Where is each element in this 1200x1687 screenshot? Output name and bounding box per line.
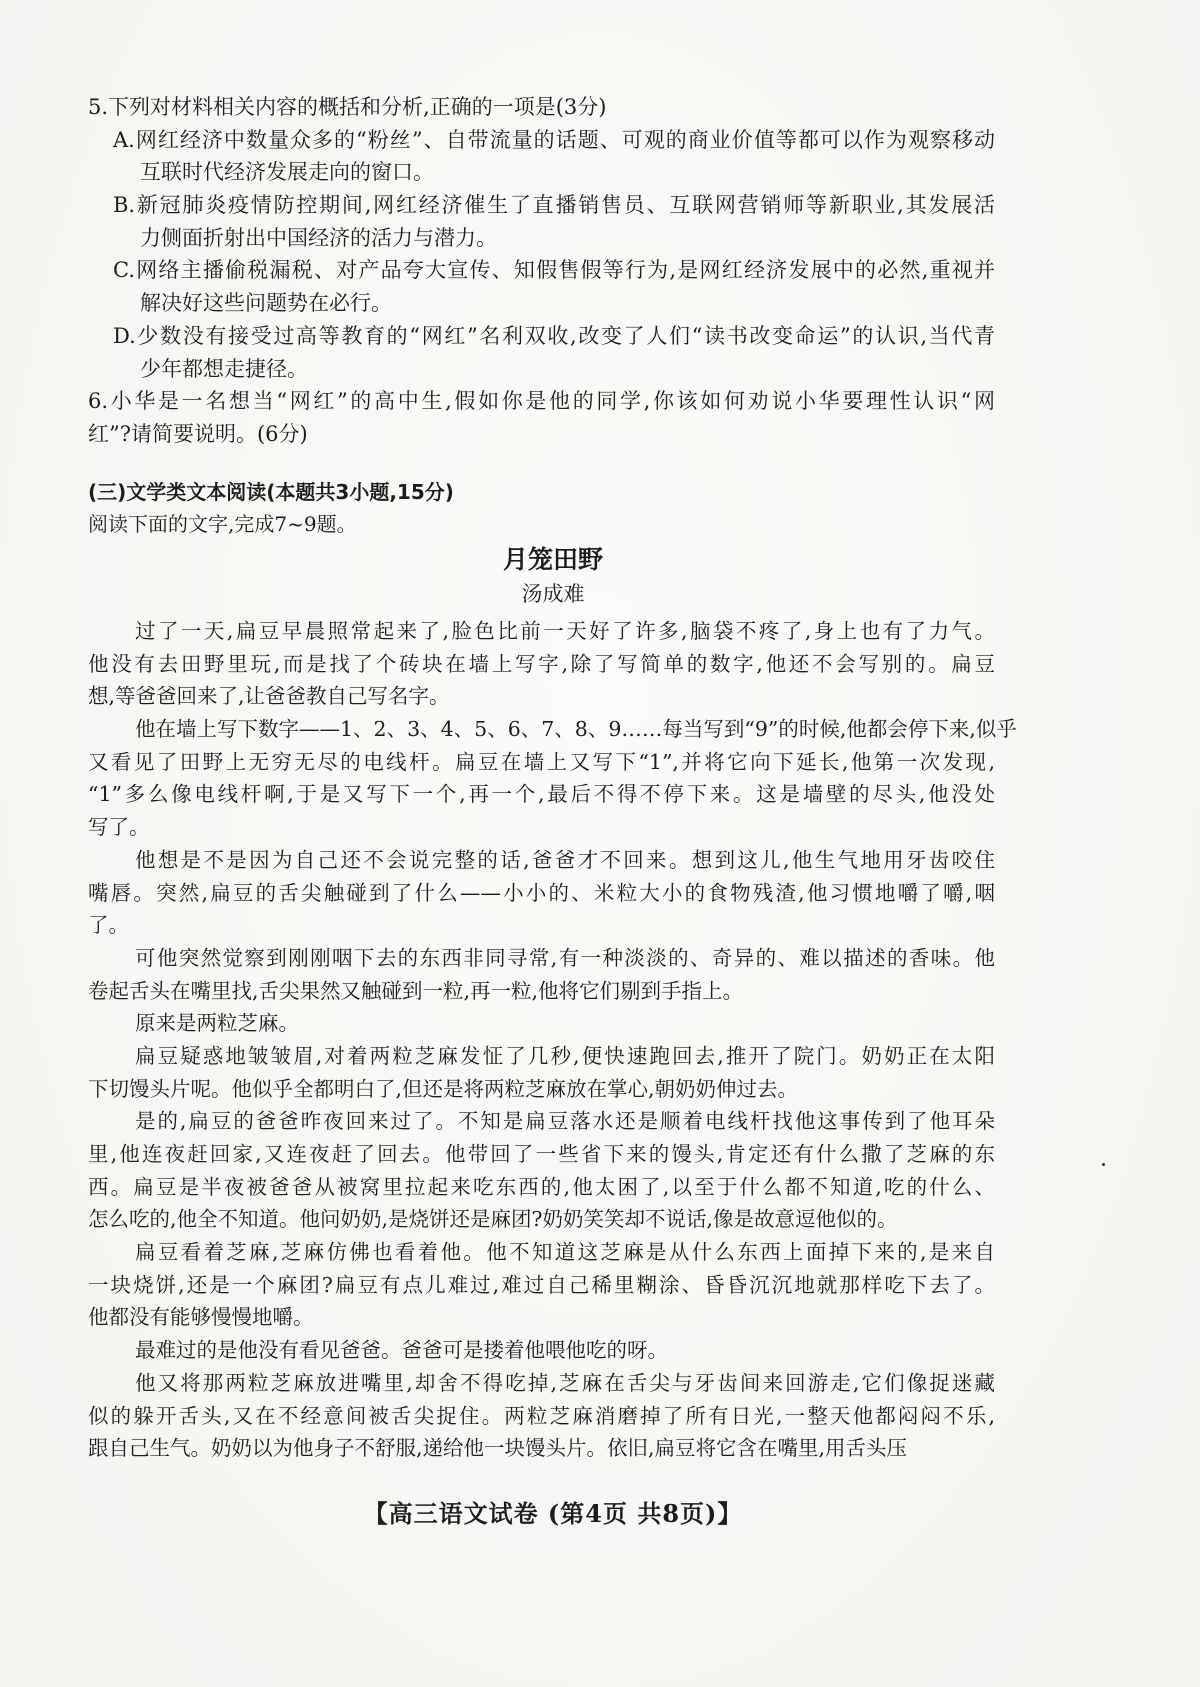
text-line: 怎么吃的,他全不知道。他问奶奶,是烧饼还是麻团?奶奶笑笑却不说话,像是故意逗他似的。 (88, 1207, 898, 1232)
text-line: 互联时代经济发展走向的窗口。 (140, 160, 434, 185)
text-line: 可他突然觉察到刚刚咽下去的东西非同寻常,有一种淡淡的、奇异的、难以描述的香味。他 (135, 945, 995, 970)
text-line: 里,他连夜赶回家,又连夜赶了回去。他带回了一些省下来的馒头,肯定还有什么撒了芝麻的东 (88, 1142, 995, 1166)
text-line: 扁豆疑惑地皱皱眉,对着两粒芝麻发怔了几秒,便快速跑回去,推开了院门。奶奶正在太阳 (135, 1043, 995, 1068)
page-footer: 【高三语文试卷 (第4页 共8页)】 (363, 1499, 743, 1528)
text-line: 一块烧饼,还是一个麻团?扁豆有点儿难过,难过自己稀里糊涂、昏昏沉沉地就那样吃下去了。 (88, 1272, 995, 1297)
story-paragraph (88, 1040, 995, 1105)
story-passage (88, 615, 1017, 1465)
story-author: 汤成难 (521, 582, 585, 606)
questions-section (88, 91, 995, 451)
literary-reading-section (88, 476, 995, 539)
story-title: 月笼田野 (502, 545, 603, 574)
text-line: “1”多么像电线杆啊,于是又写下一个,再一个,最后不得不停下来。这是墙壁的尽头,他没处 (88, 782, 995, 807)
scan-speck (1102, 1163, 1105, 1166)
story-paragraph (88, 1236, 995, 1334)
text-line: 过了一天,扁豆早晨照常起来了,脸色比前一天好了许多,脑袋不疼了,身上也有了力气。 (135, 619, 995, 643)
question-q5 (88, 91, 995, 124)
text-line: 了。 (88, 913, 129, 938)
text-line: 解决好这些问题势在必行。 (140, 291, 392, 316)
text-line: 似的躲开舌头,又在不经意间被舌尖捉住。两粒芝麻消磨掉了所有日光,一整天他都闷闷不乐, (88, 1403, 995, 1428)
story-paragraph (88, 615, 995, 713)
text-line: 嘴唇。突然,扁豆的舌尖触碰到了什么——小小的、米粒大小的食物残渣,他习惯地嚼了嚼,咽 (88, 880, 995, 905)
text-line: 他又将那两粒芝麻放进嘴里,却舍不得吃掉,芝麻在舌尖与牙齿间来回游走,它们像捉迷藏 (135, 1370, 995, 1395)
text-line: 红”?请简要说明。(6分) (88, 421, 308, 446)
text-line: 5.下列对材料相关内容的概括和分析,正确的一项是(3分) (88, 95, 607, 119)
text-line: 原来是两粒芝麻。 (135, 1011, 299, 1036)
story-paragraph (88, 1105, 995, 1236)
story-paragraph (88, 713, 1017, 844)
answer-option (88, 320, 995, 385)
text-line: 跟自己生气。奶奶以为他身子不舒服,递给他一块馒头片。依旧,扁豆将它含在嘴里,用舌头压 (88, 1436, 908, 1461)
story-paragraph (88, 942, 995, 1007)
section-heading: (三)文学类文本阅读(本题共3小题,15分) (88, 480, 454, 504)
text-line: 又看见了田野上无穷无尽的电线杆。扁豆在墙上又写下“1”,并将它向下延长,他第一次发现, (88, 749, 995, 774)
text-line: 下切馒头片呢。他似乎全都明白了,但还是将两粒芝麻放在掌心,朝奶奶伸过去。 (88, 1076, 799, 1101)
text-line: 写了。 (88, 815, 150, 840)
text-line: B.新冠肺炎疫情防控期间,网红经济催生了直播销售员、互联网营销师等新职业,其发展活 (113, 193, 995, 218)
answer-option (88, 124, 995, 189)
section-instruction: 阅读下面的文字,完成7~9题。 (88, 511, 357, 536)
text-line: 是的,扁豆的爸爸昨夜回来过了。不知是扁豆落水还是顺着电线杆找他这事传到了他耳朵 (135, 1109, 995, 1134)
text-line: 6.小华是一名想当“网红”的高中生,假如你是他的同学,你该如何劝说小华要理性认识“网 (88, 389, 995, 414)
text-line: A.网红经济中数量众多的“粉丝”、自带流量的话题、可观的商业价值等都可以作为观察移动 (113, 127, 995, 152)
text-line: C.网络主播偷税漏税、对产品夸大宣传、知假售假等行为,是网红经济发展中的必然,重视并 (113, 258, 995, 283)
text-line: 少年都想走捷径。 (140, 356, 308, 381)
text-line: 西。扁豆是半夜被爸爸从被窝里拉起来吃东西的,他太困了,以至于什么都不知道,吃的什么、 (88, 1174, 995, 1199)
answer-option (88, 189, 995, 254)
text-line: 卷起舌头在嘴里找,舌尖果然又触碰到一粒,再一粒,他将它们剔到手指上。 (88, 978, 744, 1003)
story-paragraph (88, 1334, 995, 1367)
text-line: 力侧面折射出中国经济的活力与潜力。 (140, 225, 497, 250)
text-line: 最难过的是他没有看见爸爸。爸爸可是搂着他喂他吃的呀。 (135, 1338, 668, 1363)
text-line: 他没有去田野里玩,而是找了个砖块在墙上写字,除了写简单的数字,他还不会写别的。扁豆 (88, 651, 995, 676)
text-line: 他在墙上写下数字——1、2、3、4、5、6、7、8、9……每当写到“9”的时候,他都会停下来,似乎 (135, 717, 1017, 742)
text-line: 他想是不是因为自己还不会说完整的话,爸爸才不回来。想到这儿,他生气地用牙齿咬住 (135, 847, 995, 872)
answer-option (88, 254, 995, 319)
text-line: 扁豆看着芝麻,芝麻仿佛也看着他。他不知道这芝麻是从什么东西上面掉下来的,是来自 (135, 1240, 995, 1265)
text-line: D.少数没有接受过高等教育的“网红”名利双收,改变了人们“读书改变命运”的认识,当代青 (113, 323, 995, 348)
text-line: 他都没有能够慢慢地嚼。 (88, 1305, 314, 1330)
question-q6 (88, 385, 995, 450)
text-line: 想,等爸爸回来了,让爸爸教自己写名字。 (88, 684, 450, 709)
story-paragraph (88, 844, 995, 942)
story-paragraph (88, 1007, 995, 1040)
story-paragraph (88, 1367, 995, 1465)
